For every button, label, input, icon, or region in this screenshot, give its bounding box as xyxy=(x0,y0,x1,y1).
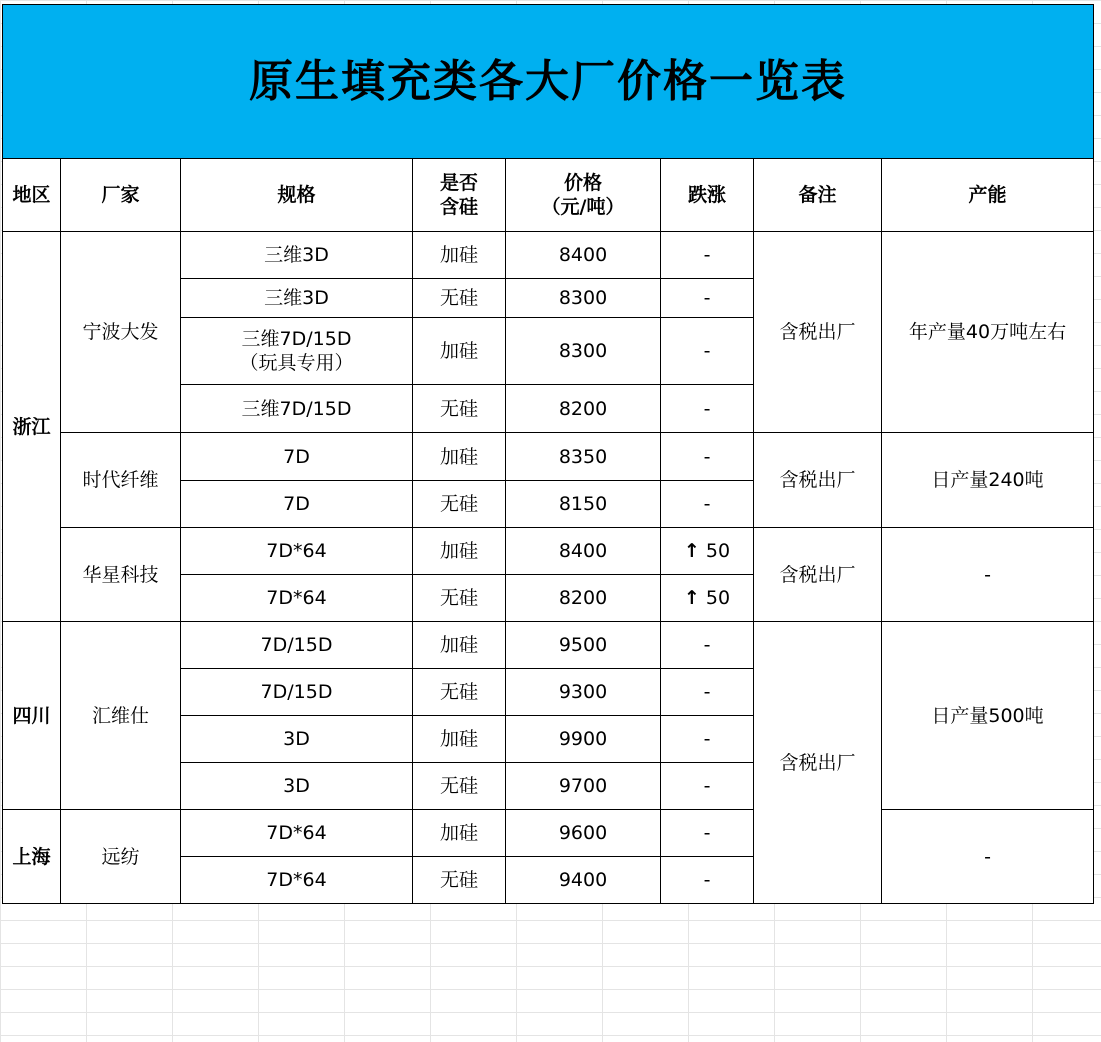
factory-cell: 宁波大发 xyxy=(61,232,181,433)
factory-cell: 时代纤维 xyxy=(61,433,181,528)
spec-cell: 3D xyxy=(181,763,413,810)
header-spec: 规格 xyxy=(181,159,413,232)
price-cell: 8300 xyxy=(506,279,661,318)
note-cell: 含税出厂 xyxy=(754,232,882,433)
change-cell xyxy=(661,575,754,622)
price-cell: 8400 xyxy=(506,528,661,575)
note-cell: 含税出厂 xyxy=(754,528,882,622)
change-cell: - xyxy=(661,481,754,528)
silicone-cell: 无硅 xyxy=(413,481,506,528)
table-row xyxy=(3,232,1094,279)
factory-cell: 远纺 xyxy=(61,810,181,904)
spec-cell: 7D*64 xyxy=(181,857,413,904)
change-cell: - xyxy=(661,669,754,716)
price-cell: 9700 xyxy=(506,763,661,810)
capacity-cell: 年产量40万吨左右 xyxy=(882,232,1094,433)
spec-cell: 三维3D xyxy=(181,232,413,279)
arrow-up-icon: ↑ xyxy=(683,540,700,562)
header-capacity: 产能 xyxy=(882,159,1094,232)
change-value: 50 xyxy=(705,587,731,609)
table-row xyxy=(3,433,1094,481)
spec-cell: 7D*64 xyxy=(181,810,413,857)
header-change: 跌涨 xyxy=(661,159,754,232)
factory-cell: 华星科技 xyxy=(61,528,181,622)
price-cell: 9900 xyxy=(506,716,661,763)
silicone-cell: 无硅 xyxy=(413,857,506,904)
silicone-cell: 加硅 xyxy=(413,232,506,279)
note-cell: 含税出厂 xyxy=(754,622,882,904)
silicone-cell: 无硅 xyxy=(413,385,506,433)
spec-cell: 7D xyxy=(181,433,413,481)
price-cell: 8150 xyxy=(506,481,661,528)
price-cell: 8200 xyxy=(506,575,661,622)
change-cell: - xyxy=(661,433,754,481)
silicone-cell: 无硅 xyxy=(413,279,506,318)
table-row xyxy=(3,622,1094,669)
spec-cell: 7D*64 xyxy=(181,528,413,575)
spec-cell: 7D xyxy=(181,481,413,528)
header-row xyxy=(3,159,1094,232)
change-cell: - xyxy=(661,716,754,763)
change-cell: - xyxy=(661,622,754,669)
price-table xyxy=(2,4,1094,904)
silicone-cell: 加硅 xyxy=(413,318,506,385)
change-cell: - xyxy=(661,810,754,857)
price-cell: 9400 xyxy=(506,857,661,904)
region-cell: 浙江 xyxy=(3,232,61,622)
region-cell: 上海 xyxy=(3,810,61,904)
note-cell: 含税出厂 xyxy=(754,433,882,528)
silicone-cell: 加硅 xyxy=(413,810,506,857)
change-cell: - xyxy=(661,232,754,279)
silicone-cell: 加硅 xyxy=(413,433,506,481)
silicone-cell: 无硅 xyxy=(413,575,506,622)
silicone-cell: 加硅 xyxy=(413,528,506,575)
silicone-cell: 加硅 xyxy=(413,622,506,669)
capacity-cell: 日产量500吨 xyxy=(882,622,1094,810)
price-cell: 9600 xyxy=(506,810,661,857)
change-cell: - xyxy=(661,385,754,433)
change-value: 50 xyxy=(705,540,731,562)
header-price: 价格 （元/吨） xyxy=(506,159,661,232)
capacity-cell: - xyxy=(882,528,1094,622)
arrow-up-icon: ↑ xyxy=(683,587,700,609)
price-cell: 9500 xyxy=(506,622,661,669)
change-cell: - xyxy=(661,857,754,904)
silicone-cell: 无硅 xyxy=(413,763,506,810)
spec-cell: 三维7D/15D （玩具专用） xyxy=(181,318,413,385)
capacity-cell: 日产量240吨 xyxy=(882,433,1094,528)
change-cell: - xyxy=(661,279,754,318)
table-title: 原生填充类各大厂价格一览表 xyxy=(3,5,1094,159)
spec-cell: 7D*64 xyxy=(181,575,413,622)
spec-cell: 三维7D/15D xyxy=(181,385,413,433)
capacity-cell: - xyxy=(882,810,1094,904)
spec-cell: 7D/15D xyxy=(181,622,413,669)
price-cell: 8350 xyxy=(506,433,661,481)
price-cell: 8200 xyxy=(506,385,661,433)
region-cell: 四川 xyxy=(3,622,61,810)
change-cell: - xyxy=(661,763,754,810)
price-cell: 9300 xyxy=(506,669,661,716)
price-cell: 8400 xyxy=(506,232,661,279)
table-row xyxy=(3,810,1094,857)
silicone-cell: 加硅 xyxy=(413,716,506,763)
header-factory: 厂家 xyxy=(61,159,181,232)
change-cell: - xyxy=(661,318,754,385)
spec-cell: 三维3D xyxy=(181,279,413,318)
header-silicone: 是否 含硅 xyxy=(413,159,506,232)
price-cell: 8300 xyxy=(506,318,661,385)
table-row xyxy=(3,528,1094,575)
spec-cell: 7D/15D xyxy=(181,669,413,716)
spec-cell: 3D xyxy=(181,716,413,763)
header-note: 备注 xyxy=(754,159,882,232)
factory-cell: 汇维仕 xyxy=(61,622,181,810)
change-cell xyxy=(661,528,754,575)
header-region: 地区 xyxy=(3,159,61,232)
silicone-cell: 无硅 xyxy=(413,669,506,716)
